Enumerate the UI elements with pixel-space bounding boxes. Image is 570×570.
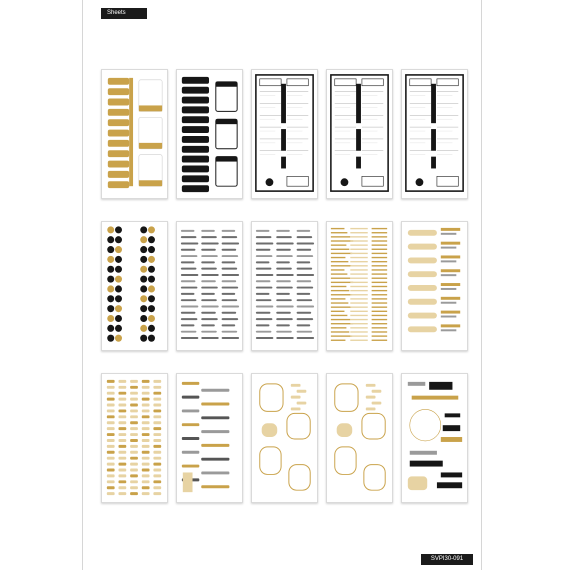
sticker-sheet-art (252, 222, 317, 350)
sticker-sheet-art (177, 374, 242, 502)
sticker-sheet-art (327, 222, 392, 350)
sticker-sheet-art (102, 70, 167, 198)
sticker-sheet-art (252, 70, 317, 198)
sticker-sheet-art (327, 70, 392, 198)
sticker-sheet-10 (401, 221, 468, 351)
sticker-sheet-2 (176, 69, 243, 199)
product-code-badge: SVPI30-091 (421, 554, 473, 565)
sticker-sheet-4 (326, 69, 393, 199)
sticker-sheet-7 (176, 221, 243, 351)
sticker-sheet-art (402, 70, 467, 198)
sticker-sheet-11 (101, 373, 168, 503)
sticker-sheet-art (402, 374, 467, 502)
product-page (82, 0, 482, 570)
sticker-sheet-12 (176, 373, 243, 503)
sticker-sheet-art (327, 374, 392, 502)
sticker-sheet-art (102, 222, 167, 350)
sticker-sheet-1 (101, 69, 168, 199)
sticker-sheet-art (252, 374, 317, 502)
sticker-sheet-art (102, 374, 167, 502)
sticker-sheet-art (177, 70, 242, 198)
sticker-sheet-9 (326, 221, 393, 351)
sheets-grid (101, 69, 468, 503)
sticker-sheet-3 (251, 69, 318, 199)
sticker-sheet-art (177, 222, 242, 350)
sheets-header-label: Sheets (101, 8, 147, 19)
sticker-sheet-14 (326, 373, 393, 503)
sticker-sheet-13 (251, 373, 318, 503)
sticker-sheet-5 (401, 69, 468, 199)
sticker-sheet-6 (101, 221, 168, 351)
sticker-sheet-art (402, 222, 467, 350)
sticker-sheet-15 (401, 373, 468, 503)
sticker-sheet-8 (251, 221, 318, 351)
